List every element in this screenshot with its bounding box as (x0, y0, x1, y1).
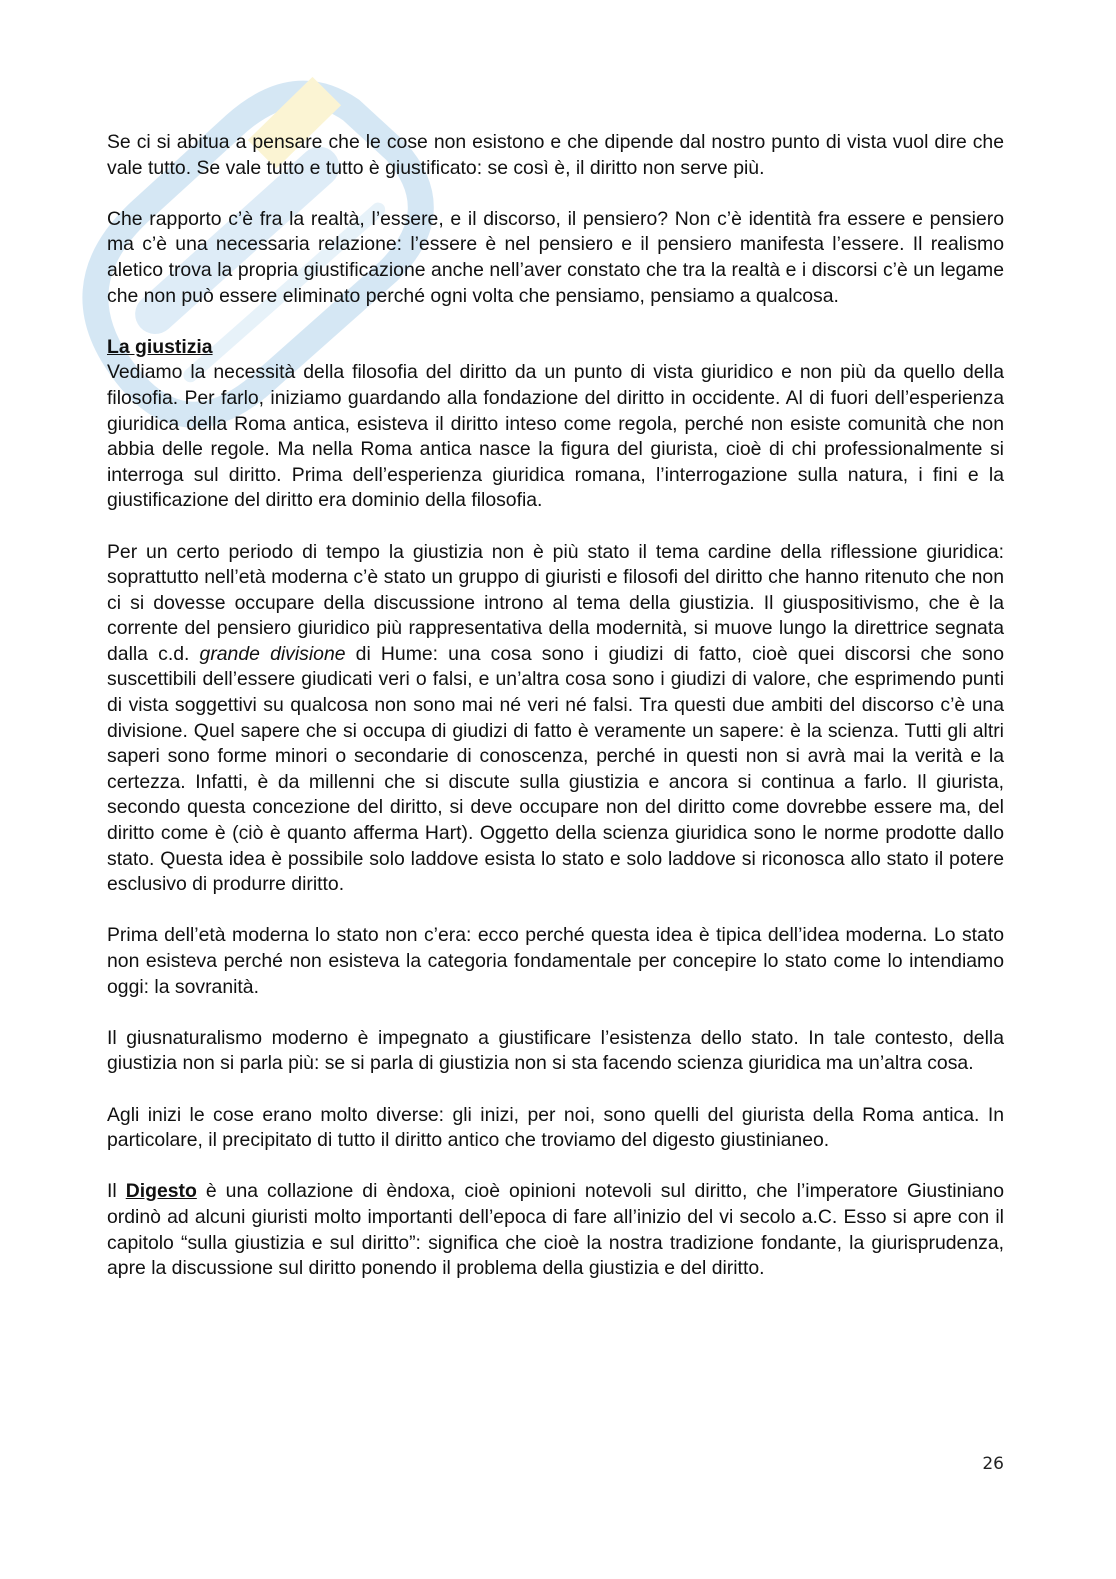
paragraph-relativism: Se ci si abitua a pensare che le cose non esistono e che dipende dal nostro punto di vista vuol dire che vale tutto. Se vale tutto e tutto è giustificato: se così è, il diritto non serve più. (107, 131, 1004, 179)
section-heading-giustizia: La giustizia (107, 335, 213, 358)
page-number: 26 (982, 1454, 1004, 1474)
grande-divisione-term: grande divisione (199, 642, 346, 665)
paragraph-beginnings: Agli inizi le cose erano molto diverse: gli inizi, per noi, sono quelli del giurista della Roma antica. In particolare, il precipitato di tutto il diritto antico che troviamo del digesto giustinianeo. (107, 1103, 1004, 1152)
paragraph-giusnaturalismo: Il giusnaturalismo moderno è impegnato a giustificare l’esistenza dello stato. In tale contesto, della giustizia non si parla più: se si parla di giustizia non si sta facendo scienza giuridica ma un’altra cosa. (107, 1026, 1004, 1075)
paragraph-modern-state: Prima dell’età moderna lo stato non c’era: ecco perché questa idea è tipica dell’idea moderna. Lo stato non esisteva perché non esisteva la categoria fondamentale per concepire lo stato come lo intendiamo oggi: la sovranità. (107, 924, 1004, 998)
paragraph-digesto (107, 1179, 1004, 1281)
digesto-term: Digesto (125, 1180, 197, 1203)
digesto-text-a: Il (107, 1180, 126, 1203)
giuspositivismo-text-a: Per un certo periodo di tempo la giustizia non è più stato il tema cardine della riflessione giuridica: soprattutto nell’età moderna c’è stato un gruppo di giuristi e filosofi del diritto che hanno ritenuto che non ci si dovesse occupare della discussione introno al tema della giustizia. Il giuspositivismo, che è la corrente del pensiero giuridico più rappresentativa della modernità, si muove lungo la direttrice segnata dalla c.d. (107, 540, 1004, 665)
paragraph-roman-jurist: Vediamo la necessità della filosofia del diritto da un punto di vista giuridico e non più da quello della filosofia. Per farlo, iniziamo guardando alla fondazione del diritto in occidente. Al di fuori dell’esperienza giuridica della Roma antica, esisteva il diritto inteso come regola, perché non esiste comunità che non abbia delle regole. Ma nella Roma antica nasce la figura del giurista, cioè di chi professionalmente si interroga sul diritto. Prima dell’esperienza giuridica romana, l’interrogazione sulla natura, i fini e la giustificazione del diritto era dominio della filosofia. (107, 361, 1004, 512)
page-body (107, 130, 1004, 1282)
paragraph-giuspositivismo (107, 540, 1004, 898)
paragraph-reality-thought: Che rapporto c’è fra la realtà, l’essere, e il discorso, il pensiero? Non c’è identità fra essere e pensiero ma c’è una necessaria relazione: l’essere è nel pensiero e il pensiero manifesta l’essere. Il realismo aletico trova la propria giustificazione anche nell’aver constato che tra la realtà e i discorsi c’è un legame che non può essere eliminato perché ogni volta che pensiamo, pensiamo a qualcosa. (107, 207, 1004, 307)
giuspositivismo-text-b: di Hume: una cosa sono i giudizi di fatto, cioè quei discorsi che sono suscettibili dell’essere giudicati veri o falsi, e un’altra cosa sono i giudizi di valore, che esprimendo punti di vista soggettivi su qualcosa non sono mai né veri né falsi. Tra questi due ambiti del discorso c’è una divisione. Quel sapere che si occupa di giudizi di fatto è veramente un sapere: è la scienza. Tutti gli altri saperi sono forme minori o secondarie di conoscenza, perché in questi non si avrà mai la verità e la certezza. Infatti, è da millenni che si discute sulla giustizia e ancora si continua a farlo. Il giurista, secondo questa concezione del diritto, si deve occupare non del diritto come dovrebbe essere ma, del diritto come è (ciò è quanto afferma Hart). Oggetto della scienza giuridica sono le norme prodotte dallo stato. Questa idea è possibile solo laddove esista lo stato e solo laddove si riconosca allo stato il potere esclusivo di produrre diritto. (107, 642, 1004, 896)
digesto-text-b: è una collazione di èndoxa, cioè opinioni notevoli sul diritto, che l’imperatore Giustiniano ordinò ad alcuni giuristi molto importanti dell’epoca di fare all’inizio del vi secolo a.C. Esso si apre con il capitolo “sulla giustizia e sul diritto”: significa che cioè la nostra tradizione fondante, la giurisprudenza, apre la discussione sul diritto ponendo il problema della giustizia e del diritto. (107, 1180, 1004, 1280)
